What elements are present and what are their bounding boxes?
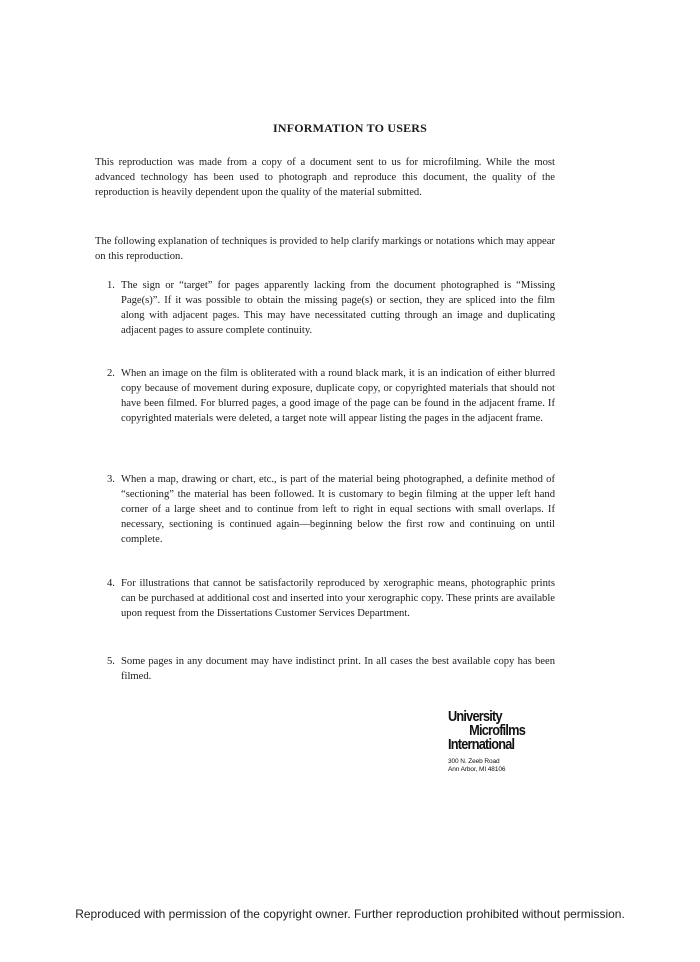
list-item-text: Some pages in any document may have indistinct print. In all cases the best available copy has been filmed. [121, 656, 555, 682]
intro-paragraph: This reproduction was made from a copy of a document sent to us for microfilming. While the most advanced technology has been used to photograph and reproduce this document, the quality of the reproduction is heavily dependent upon the quality of the material submitted. [95, 157, 555, 198]
list-item [107, 278, 555, 338]
explanation-paragraph: The following explanation of techniques is provided to help clarify markings or notations which may appear on this reproduction. [95, 236, 555, 262]
umi-logo [448, 710, 558, 774]
list-item-text: The sign or “target” for pages apparently lacking from the document photographed is “Missing Page(s)”. If it was possible to obtain the missing page(s) or section, they are spliced into the film along with adjacent pages. This may have necessitated cutting through an image and duplicating adjacent pages to assure complete continuity. [121, 280, 555, 336]
list-item [107, 576, 555, 621]
logo-line-microfilms: Microfilms [469, 723, 526, 739]
list-item [107, 654, 555, 684]
address-city: Ann Arbor, MI 48106 [448, 766, 506, 773]
list-item-text: When an image on the film is obliterated with a round black mark, it is an indication of either blurred copy because of movement during exposure, duplicate copy, or copyrighted materials that should not have been filmed. For blurred pages, a good image of the page can be found in the adjacent frame. If copyrighted materials were deleted, a target note will appear listing the pages in the adjacent frame. [121, 368, 555, 424]
logo-line-university: University [448, 709, 502, 725]
list-item [107, 472, 555, 547]
logo-line-international: International [448, 737, 515, 753]
logo-wordmark [448, 710, 545, 752]
list-item-text: For illustrations that cannot be satisfactorily reproduced by xerographic means, photographic prints can be purchased at additional cost and inserted into your xerographic copy. These prints are available upon request from the Dissertations Customer Services Department. [121, 578, 555, 619]
list-item-number: 1. [107, 280, 115, 291]
logo-address [448, 758, 558, 774]
list-item-number: 4. [107, 578, 115, 589]
page-title: INFORMATION TO USERS [272, 121, 428, 135]
list-item-text: When a map, drawing or chart, etc., is part of the material being photographed, a definite method of “sectioning” the material has been followed. It is customary to begin filming at the upper left hand corner of a large sheet and to continue from left to right in equal sections with small overlaps. If necessary, sectioning is continued again—beginning below the first row and continuing on until complete. [121, 474, 555, 545]
list-item [107, 366, 555, 426]
list-item-number: 3. [107, 474, 115, 485]
copyright-footer: Reproduced with permission of the copyright owner. Further reproduction prohibited without permission. [75, 907, 625, 921]
address-street: 300 N. Zeeb Road [448, 758, 500, 765]
list-item-number: 2. [107, 368, 115, 379]
list-item-number: 5. [107, 656, 115, 667]
